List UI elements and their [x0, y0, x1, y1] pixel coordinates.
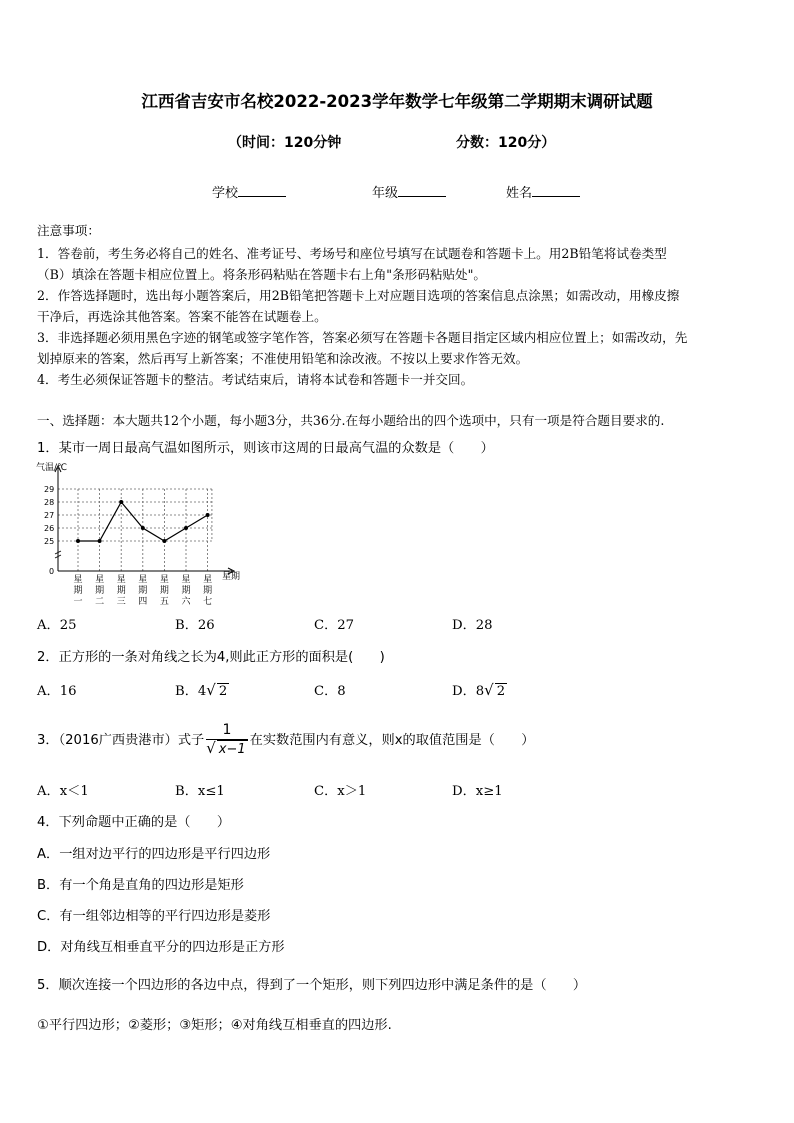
- data-point: [98, 539, 102, 543]
- question-3-stem: [37, 722, 534, 758]
- q4-option-c[interactable]: C．有一组邻边相等的平行四边形是菱形: [37, 909, 271, 924]
- q3-numerator: 1: [206, 722, 247, 740]
- q1-option-a[interactable]: A．25: [37, 618, 77, 633]
- question-2-stem: 2．正方形的一条对角线之长为4,则此正方形的面积是( ): [37, 650, 385, 665]
- q4-option-a[interactable]: A．一组对边平行的四边形是平行四边形: [37, 847, 271, 862]
- x-tick-label: 星: [138, 575, 148, 585]
- q3-option-c[interactable]: C．x＞1: [314, 784, 367, 799]
- x-tick-label: 星: [159, 575, 169, 585]
- radicand: 2: [496, 684, 506, 699]
- x-tick-label: 四: [138, 597, 148, 607]
- data-point: [184, 526, 188, 530]
- grade-field[interactable]: [372, 182, 446, 201]
- q2-option-c[interactable]: [314, 680, 346, 699]
- exam-score: 分数：120分）: [456, 135, 556, 151]
- data-point: [76, 539, 80, 543]
- x-tick-label: 六: [181, 597, 191, 607]
- x-tick-label: 期: [138, 586, 148, 596]
- x-tick-label: 期: [203, 586, 213, 596]
- x-tick-label: 星: [181, 575, 191, 585]
- temperature-chart: [34, 458, 254, 610]
- q4-option-b[interactable]: B．有一个角是直角的四边形是矩形: [37, 878, 244, 893]
- q2-option-d[interactable]: [452, 680, 507, 699]
- exam-time: （时间：120分钟: [228, 135, 342, 151]
- school-field[interactable]: [212, 182, 286, 201]
- x-tick-label: 期: [181, 586, 191, 596]
- q3-prefix: 3．（2016广西贵港市）式子: [37, 733, 205, 748]
- name-field[interactable]: [506, 182, 580, 201]
- y-axis-label: 气温/℃: [36, 463, 68, 473]
- question-5-stem: 5．顺次连接一个四边形的各边中点，得到了一个矩形，则下列四边形中满足条件的是（ ）: [37, 978, 587, 993]
- notice-line: 1．答卷前，考生务必将自己的姓名、准考证号、考场号和座位号填写在试题卷和答题卡上。用2B铅笔将试卷类型: [37, 246, 667, 261]
- q2-option-d-text: D．8: [452, 684, 485, 699]
- q3-radicand: x−1: [218, 742, 246, 757]
- notice-line: 划掉原来的答案，然后再写上新答案；不准使用铅笔和涂改液。不按以上要求作答无效。: [37, 351, 529, 366]
- x-tick-label: 星: [203, 575, 213, 585]
- section-heading: 一、选择题：本大题共12个小题，每小题3分，共36分.在每小题给出的四个选项中，只有一项是符合题目要求的.: [37, 413, 665, 428]
- data-point: [206, 513, 210, 517]
- grade-label: 年级: [372, 186, 399, 201]
- page-title: 江西省吉安市名校2022-2023学年数学七年级第二学期期末调研试题: [141, 92, 653, 111]
- q2-option-a-text: A．16: [37, 684, 77, 699]
- y-tick-label: 27: [44, 511, 55, 520]
- q4-option-d[interactable]: D．对角线互相垂直平分的四边形是正方形: [37, 940, 285, 955]
- x-tick-label: 期: [116, 586, 126, 596]
- origin-label: 0: [49, 567, 55, 576]
- question-5-items: ①平行四边形；②菱形；③矩形；④对角线互相垂直的四边形.: [37, 1018, 392, 1033]
- notice-line: 4．考生必须保证答题卡的整洁。考试结束后，请将本试卷和答题卡一并交回。: [37, 372, 474, 387]
- x-tick-label: 五: [159, 597, 169, 607]
- x-tick-label: 星: [116, 575, 126, 585]
- q3-suffix: 在实数范围内有意义，则x的取值范围是（ ）: [249, 733, 535, 748]
- q3-option-a[interactable]: A．x＜1: [37, 784, 89, 799]
- x-tick-label: 期: [95, 586, 105, 596]
- notice-line: （B）填涂在答题卡相应位置上。将条形码粘贴在答题卡右上角"条形码粘贴处"。: [37, 267, 487, 282]
- x-tick-label: 期: [73, 586, 83, 596]
- question-1-stem: 1．某市一周日最高气温如图所示，则该市这周的日最高气温的众数是（ ）: [37, 441, 494, 456]
- x-tick-label: 三: [116, 597, 126, 607]
- x-tick-label: 七: [203, 597, 213, 607]
- name-blank[interactable]: [532, 183, 580, 197]
- notice-line: 干净后，再选涂其他答案。答案不能答在试题卷上。: [37, 309, 327, 324]
- q1-option-d[interactable]: D．28: [452, 618, 493, 633]
- school-label: 学校: [212, 186, 239, 201]
- q3-option-d[interactable]: D．x≥1: [452, 784, 503, 799]
- x-tick-label: 一: [73, 597, 83, 607]
- data-point: [162, 539, 166, 543]
- q3-option-b[interactable]: B．x≤1: [175, 784, 225, 799]
- q2-option-b[interactable]: [175, 680, 229, 699]
- question-4-stem: 4．下列命题中正确的是（ ）: [37, 815, 231, 830]
- notice-line: 3．非选择题必须用黑色字迹的钢笔或签字笔作答，答案必须写在答题卡各题目指定区域内相应位置上；如需改动，先: [37, 330, 688, 345]
- q2-option-a[interactable]: [37, 680, 77, 699]
- y-tick-label: 25: [44, 537, 55, 546]
- notice-line: 2．作答选择题时，选出每小题答案后，用2B铅笔把答题卡上对应题目选项的答案信息点涂黑；如需改动，用橡皮擦: [37, 288, 680, 303]
- q2-option-b-text: B．4: [175, 684, 207, 699]
- data-point: [141, 526, 145, 530]
- x-tick-label: 星: [73, 575, 83, 585]
- radicand: 2: [218, 684, 228, 699]
- data-point: [119, 500, 123, 504]
- y-tick-label: 29: [44, 485, 55, 494]
- y-tick-label: 26: [44, 524, 55, 533]
- x-tick-label: 二: [95, 597, 105, 607]
- name-label: 姓名: [506, 186, 533, 201]
- q3-fraction: [206, 722, 247, 758]
- x-tick-label: 期: [159, 586, 169, 596]
- notice-heading: 注意事项：: [37, 223, 100, 238]
- q1-option-b[interactable]: B．26: [175, 618, 215, 633]
- school-blank[interactable]: [238, 183, 286, 197]
- x-tick-label: 星: [95, 575, 105, 585]
- q2-option-c-text: C．8: [314, 684, 346, 699]
- x-axis-label: 星期: [222, 572, 241, 582]
- q3-denominator: [206, 740, 247, 758]
- grade-blank[interactable]: [398, 183, 446, 197]
- radical-sign: √: [484, 681, 494, 699]
- radical-sign: √: [206, 739, 216, 757]
- radical-sign: √: [206, 681, 216, 699]
- y-tick-label: 28: [44, 498, 55, 507]
- q1-option-c[interactable]: C．27: [314, 618, 355, 633]
